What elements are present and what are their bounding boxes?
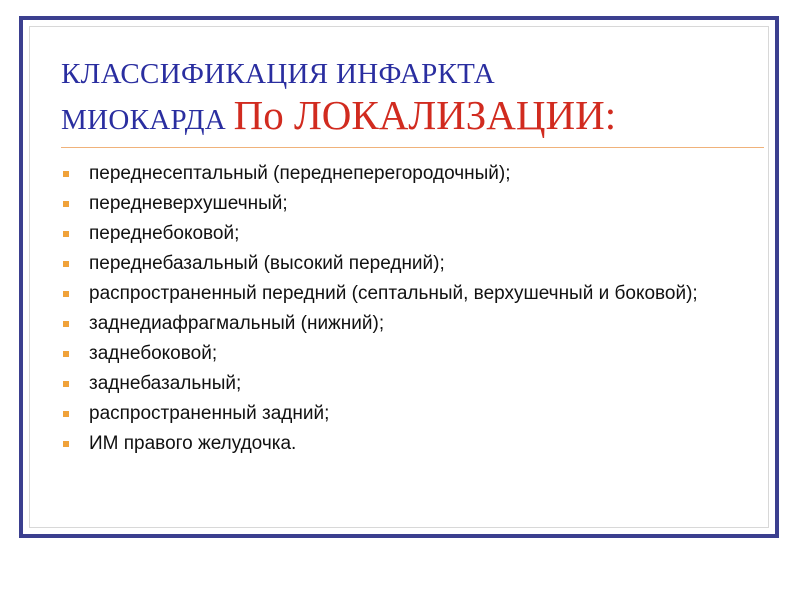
list-item-text: переднебоковой; <box>89 223 240 244</box>
bullet-square-icon <box>63 411 69 417</box>
title-line-2-main: МИОКАРДА <box>61 103 234 136</box>
list-item <box>63 432 753 456</box>
list-item <box>63 192 753 216</box>
list-item-text: распространенный передний (септальный, верхушечный и боковой); <box>89 283 698 304</box>
title-line-2 <box>61 92 741 140</box>
title-line-2-accent: По ЛОКАЛИЗАЦИИ: <box>233 91 617 138</box>
list-item <box>63 282 753 306</box>
list-item <box>63 312 753 336</box>
list-item <box>63 222 753 246</box>
list-item <box>63 252 753 276</box>
bullet-square-icon <box>63 351 69 357</box>
list-item-text: переднесептальный (переднеперегородочный); <box>89 163 511 184</box>
list-item-text: передневерхушечный; <box>89 193 288 214</box>
list-item-text: переднебазальный (высокий передний); <box>89 253 445 274</box>
bullet-square-icon <box>63 201 69 207</box>
bullet-square-icon <box>63 291 69 297</box>
list-item-text: ИМ правого желудочка. <box>89 433 297 454</box>
list-item <box>63 162 753 186</box>
list-item <box>63 372 753 396</box>
bullet-square-icon <box>63 171 69 177</box>
list-item-text: распространенный задний; <box>89 403 330 424</box>
bullet-square-icon <box>63 261 69 267</box>
slide-frame <box>19 16 779 538</box>
list-item-text: заднебоковой; <box>89 343 218 364</box>
list-item <box>63 342 753 366</box>
bullet-square-icon <box>63 441 69 447</box>
bullet-square-icon <box>63 231 69 237</box>
bullet-square-icon <box>63 381 69 387</box>
title-line-1: КЛАССИФИКАЦИЯ ИНФАРКТА <box>61 58 495 90</box>
list-item-text: заднедиафрагмальный (нижний); <box>89 313 385 334</box>
bullet-square-icon <box>63 321 69 327</box>
slide-title <box>61 58 741 139</box>
title-divider <box>61 147 764 148</box>
list-item <box>63 402 753 426</box>
list-item-text: заднебазальный; <box>89 373 242 394</box>
classification-list <box>63 162 753 462</box>
